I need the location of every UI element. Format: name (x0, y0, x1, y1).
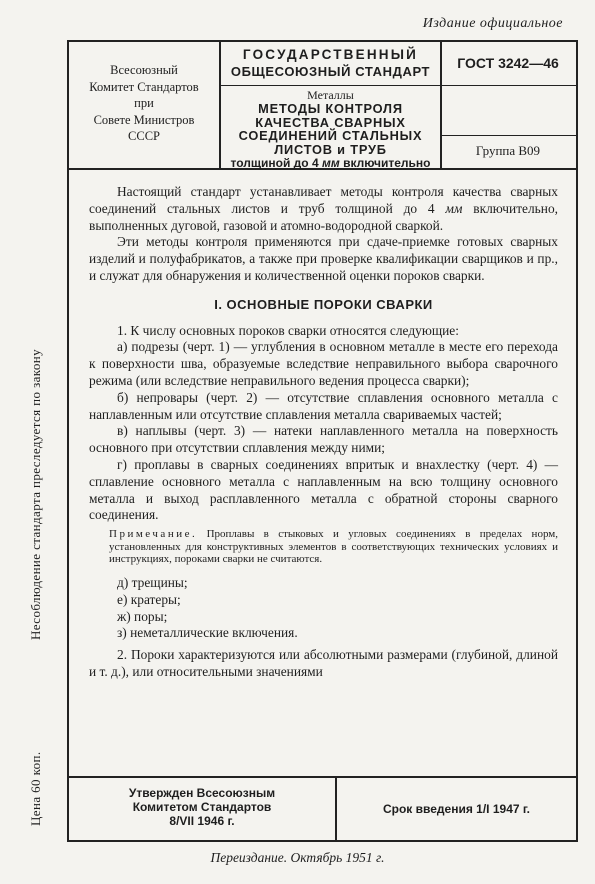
footer-block (69, 776, 576, 840)
committee-line: СССР (128, 129, 160, 143)
group-code: Группа В09 (440, 135, 576, 168)
title-thickness: толщиной до 4 мм включительно (230, 156, 431, 170)
approval-line: 8/VII 1946 г. (169, 814, 235, 828)
intro-paragraph: Эти методы контроля применяются при сдаче-приемке готовых сварных изделий и полуфабрикатов, а также при проверке квалификации сварщиков и пр., и служат для обнаружения и количественной оценки пороков сварки. (89, 234, 558, 283)
defect-item: в) наплывы (черт. 3) — натеки наплавленного металла на поверхность основного при отсутствии сплавления между ними; (89, 423, 558, 456)
standard-subject (221, 86, 440, 170)
standard-type-line1: ГОСУДАРСТВЕННЫЙ (242, 47, 419, 62)
defect-item: а) подрезы (черт. 1) — углубления в основном металле в месте его перехода к поверхности шва, образуемые вследствие неправильного выбора сварочного режима (или вследствие неправильного ведения процесса сварки); (89, 339, 558, 388)
defect-item: з) неметаллические включения. (117, 625, 298, 641)
document-body (89, 184, 558, 681)
note-text: Проплавы в стыковых и угловых соединениях в пределах норм, установленных для конструктивных элементов в соответствующих технических условиях и инструкциях, пороками сварки не считаются. (109, 528, 558, 566)
reprint-note: Переиздание. Октябрь 1951 г. (210, 850, 385, 865)
gost-cell (440, 42, 576, 168)
defect-item: б) непровары (черт. 2) — отсутствие сплавления основного металла с наплавленным или отсутствие сплавления металла свариваемых частей; (89, 389, 558, 422)
committee-line: Всесоюзный (110, 63, 178, 77)
edition-note: Издание официальное (422, 16, 563, 31)
approval-cell (69, 778, 337, 840)
effective-date: Срок введения 1/I 1947 г. (382, 802, 531, 816)
defect-item: г) проплавы в сварных соединениях впритык и внахлестку (черт. 4) — сплавление основного металла с наплавленным на всю толщину основного металла и выход расплавленного металла с обратной стороны сварного соединения. (89, 456, 558, 523)
title-line: КАЧЕСТВА СВАРНЫХ (255, 114, 406, 130)
title-line: СОЕДИНЕНИЙ СТАЛЬНЫХ (238, 128, 423, 143)
subject-label: Металлы (307, 88, 354, 102)
standard-type (221, 42, 440, 86)
effective-date-cell (337, 778, 576, 840)
note (89, 528, 558, 566)
document-frame (67, 40, 578, 842)
gost-number: ГОСТ 3242—46 (440, 42, 576, 86)
defect-item: е) кратеры; (117, 591, 181, 607)
section-title: I. ОСНОВНЫЕ ПОРОКИ СВАРКИ (214, 296, 433, 312)
title-line: МЕТОДЫ КОНТРОЛЯ (258, 101, 403, 116)
standard-type-line2: ОБЩЕСОЮЗНЫЙ СТАНДАРТ (230, 64, 431, 79)
standard-title-cell (221, 42, 442, 168)
approval-line: Комитетом Стандартов (132, 800, 272, 814)
defect-item: д) трещины; (117, 574, 188, 590)
defect-item: ж) поры; (117, 608, 168, 624)
title-line: ЛИСТОВ и ТРУБ (274, 141, 387, 157)
note-label: Примечание. (109, 528, 198, 541)
intro-paragraph: Настоящий стандарт устанавливает методы контроля качества сварных соединений стальных листов и труб толщиной до 4 мм включительно, выполненных дуговой, газовой и атомно-водородной сваркой. (89, 184, 558, 233)
committee-line: Совете Министров (93, 112, 195, 127)
committee-line: Комитет Стандартов (89, 79, 199, 94)
clause-2: 2. Пороки характеризуются или абсолютными размерами (глубиной, длиной и т. д.), или относительными значениями (89, 647, 558, 679)
committee-cell (69, 42, 221, 168)
header-block (69, 42, 576, 170)
clause-lead: 1. К числу основных пороков сварки относятся следующие: (117, 322, 459, 338)
committee-line: при (134, 96, 154, 110)
side-law-note: Несоблюдение стандарта преследуется по закону (28, 349, 43, 640)
approval-line: Утвержден Всесоюзным (128, 786, 276, 800)
side-price: Цена 60 коп. (28, 751, 43, 826)
